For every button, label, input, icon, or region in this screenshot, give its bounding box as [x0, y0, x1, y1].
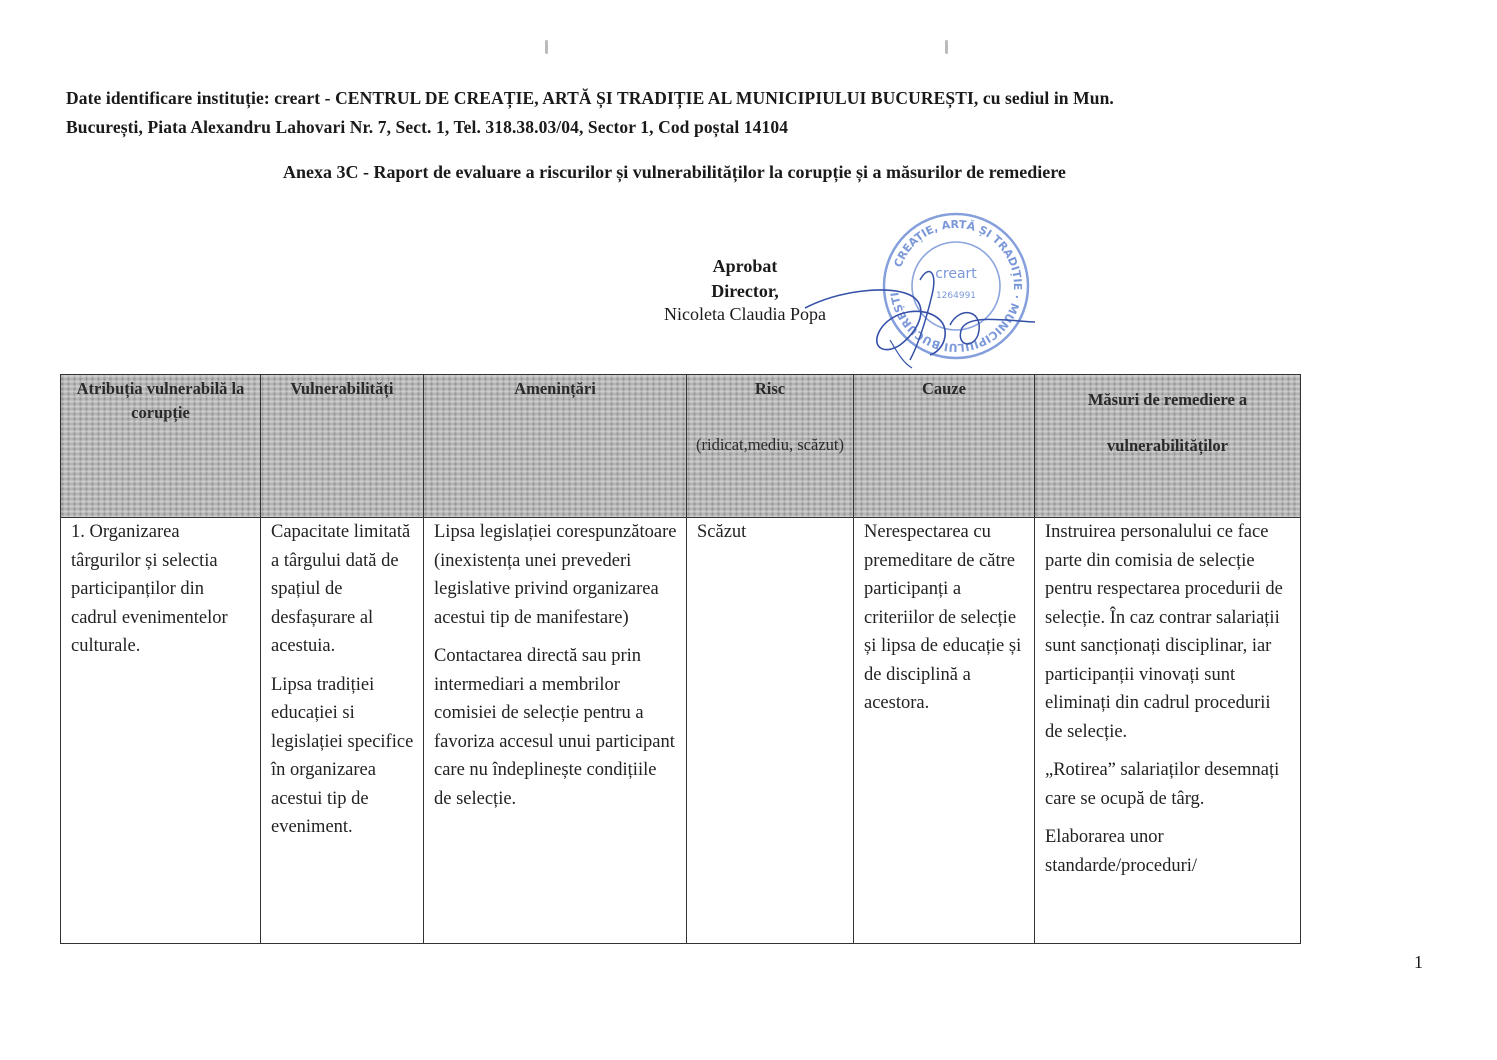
- col-header-label: Vulnerabilități: [290, 379, 394, 398]
- page-number: 1: [1414, 952, 1423, 972]
- col-header-atributia: [61, 375, 261, 518]
- cell-paragraph: „Rotirea” salariaților desemnați care se ocupă de târg.: [1045, 760, 1280, 809]
- cell-paragraph: Elaborarea unor standarde/proceduri/: [1045, 827, 1198, 876]
- cell-text: Scăzut: [697, 522, 747, 542]
- institution-header-line-1: Date identificare instituție: creart - CENTRUL DE CREAȚIE, ARTĂ ȘI TRADIȚIE AL MUNICIPIULUI BUCUREȘTI, cu sediul in Mun.: [66, 88, 1114, 108]
- svg-text:1264991: 1264991: [935, 291, 977, 301]
- cell-paragraph: Capacitate limitată a târgului dată de spațiul de desfașurare al acestuia.: [271, 522, 411, 656]
- col-header-label: Amenințări: [514, 379, 596, 398]
- svg-text:creart: creart: [935, 266, 977, 282]
- col-header-cauze: [854, 375, 1035, 518]
- col-header-vulnerabilitati: [261, 375, 424, 518]
- col-header-sublabel: (ridicat,mediu, scăzut): [696, 435, 844, 454]
- col-header-label: Măsuri de remediere a vulnerabilităților: [1087, 390, 1248, 455]
- col-header-masuri: [1035, 375, 1301, 518]
- table-header-row: [61, 375, 1301, 518]
- cell-atributia: [61, 518, 261, 944]
- cell-masuri: [1035, 518, 1301, 944]
- col-header-amenintari: [424, 375, 687, 518]
- svg-text:CREAȚIE, ARTĂ ȘI TRADIȚIE · MU: CREAȚIE, ARTĂ ȘI TRADIȚIE · MUNICIPIULUI BUCUREȘTI: [888, 217, 1025, 355]
- director-name: Nicoleta Claudia Popa: [664, 304, 826, 324]
- cell-paragraph: Lipsa legislației corespunzătoare (inexistența unei prevederi legislative privind organizarea acestui tip de manifestare): [434, 522, 677, 628]
- col-header-label: Risc: [754, 379, 786, 398]
- col-header-risc: [687, 375, 854, 518]
- cell-cauze: [854, 518, 1035, 944]
- cell-risc: [687, 518, 854, 944]
- handwritten-signature: [800, 250, 1040, 370]
- director-role: Director,: [711, 281, 779, 301]
- cell-paragraph: Instruirea personalului ce face parte din comisia de selecție pentru respectarea procedurii de selecție. În caz contrar salariații sunt sancționați disciplinar, iar participanții vinovați sunt eliminați din cadrul procedurii de selecție.: [1045, 522, 1283, 742]
- institution-header-line-2: București, Piata Alexandru Lahovari Nr. 7, Sect. 1, Tel. 318.38.03/04, Sector 1, Cod poștal 14104: [66, 117, 789, 137]
- col-header-label: Cauze: [922, 379, 966, 398]
- cell-text: Nerespectarea cu premeditare de către participanți a criteriilor de selecție și lipsa de educație și de disciplină a acestora.: [864, 522, 1022, 713]
- annex-title: Anexa 3C - Raport de evaluare a riscurilor și vulnerabilităților la corupție și a măsurilor de remediere: [283, 162, 1066, 182]
- cell-paragraph: Contactarea directă sau prin intermediari a membrilor comisiei de selecție pentru a favoriza accesul unui participant care nu îndeplinește condițiile de selecție.: [434, 646, 675, 809]
- table-row: [61, 518, 1301, 944]
- cell-vulnerabilitati: [261, 518, 424, 944]
- cell-amenintari: [424, 518, 687, 944]
- scan-speck: [545, 40, 548, 54]
- approved-label: Aprobat: [712, 256, 778, 276]
- cell-paragraph: Lipsa tradiției educației si legislației specifice în organizarea acestui tip de eveniment.: [271, 674, 414, 837]
- cell-text: 1. Organizarea târgurilor și selectia participanților din cadrul evenimentelor culturale.: [71, 522, 228, 656]
- scan-speck: [945, 40, 948, 54]
- col-header-label: Atribuția vulnerabilă la corupție: [76, 379, 245, 422]
- risk-assessment-table: [60, 374, 1301, 944]
